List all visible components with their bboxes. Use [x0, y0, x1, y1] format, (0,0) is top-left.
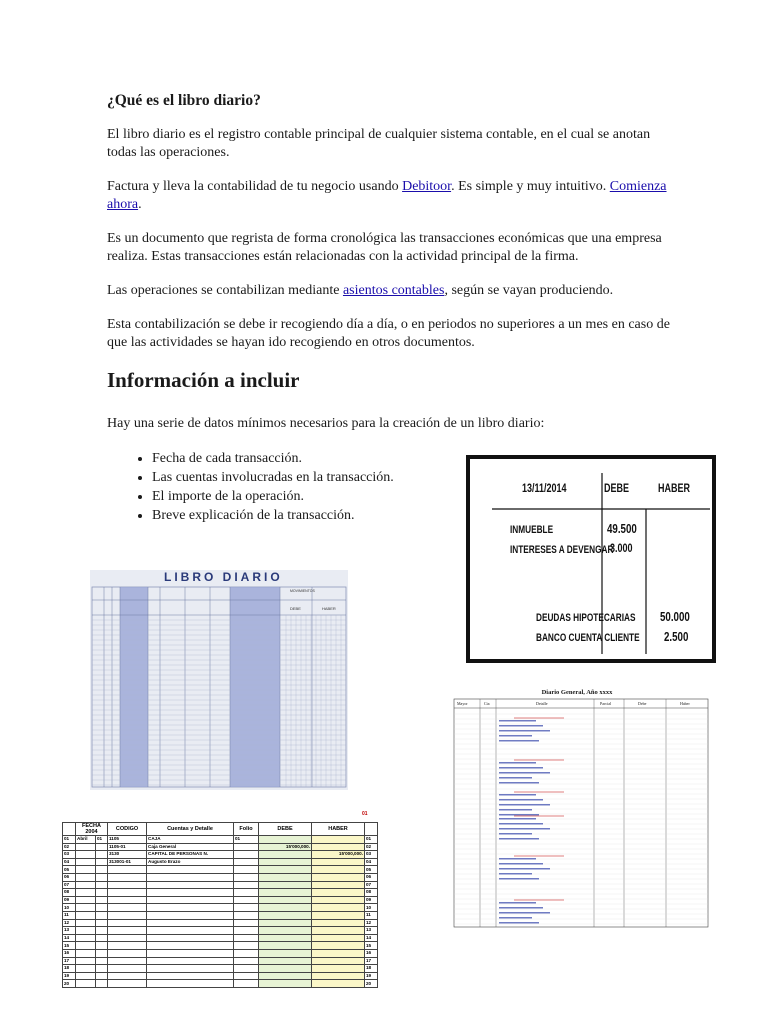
ledger-entry: [499, 730, 550, 732]
list-item: • Fecha de cada transacción.: [152, 449, 677, 468]
debitoor-link[interactable]: Debitoor: [402, 179, 452, 194]
section-heading-info: Información a incluir: [107, 368, 300, 392]
t-account-row3-label: DEUDAS HIPOTECARIAS: [536, 612, 636, 624]
sheet-page-number: 01: [362, 811, 368, 817]
t-account-date: 13/11/2014: [522, 481, 567, 495]
table-row: 02 1105-01 Caja General 15'000,000. 02: [63, 843, 378, 851]
paragraph-document: Es un documento que regrista de forma cronológica las transacciones económicas que una empresa realiza. Estas transacciones están relacionadas con la actividad principal de la firma.: [107, 231, 662, 264]
ledger-entry: [499, 838, 539, 840]
paragraph-definition: El libro diario es el registro contable principal de cualquier sistema contable, en el cual se anotan todas las operaciones.: [107, 127, 651, 160]
ledger-entry: [499, 720, 536, 722]
ledger-entry: [499, 828, 550, 830]
sheet-col-cuentas: Cuentas y Detalle: [147, 823, 234, 836]
paragraph-data-intro: Hay una serie de datos mínimos necesarios para la creación de un libro diario:: [107, 416, 545, 431]
paragraph-operations: Las operaciones se contabilizan mediante asientos contables, según se vayan produciendo.: [107, 283, 614, 298]
ledger-entry: [499, 809, 532, 811]
ledger-entry: [499, 777, 532, 779]
diario-general-col-parcial: Parcial: [600, 701, 612, 706]
ledger-entry: [499, 799, 543, 801]
table-row: 08 08: [63, 889, 378, 897]
paragraph-daily: Esta contabilización se debe ir recogiendo día a día, o en periodos no superiores a un mes en caso de que las actividades se hayan ido recogiendo en otros documentos.: [107, 317, 670, 350]
libro-diario-col-haber: HABER: [322, 606, 336, 611]
diario-general-col-detalle: Detalle: [536, 701, 548, 706]
table-row: 19 19: [63, 972, 378, 980]
libro-diario-col-movimientos: MOVIMIENTOS: [290, 589, 315, 593]
sheet-col-haber: HABER: [312, 823, 365, 836]
diario-general-grid: [444, 688, 710, 928]
ledger-entry: [499, 740, 539, 742]
table-row: 11 11: [63, 911, 378, 919]
table-row: 07 07: [63, 881, 378, 889]
t-account-row1-value: 49.500: [607, 521, 637, 536]
ledger-entry: [499, 794, 536, 796]
ledger-entry: [499, 833, 532, 835]
sheet-col-fecha: FECHA 2004: [76, 823, 108, 836]
list-item: • Breve explicación de la transacción.: [152, 506, 677, 525]
table-row: 18 18: [63, 965, 378, 973]
ledger-entry: [499, 922, 539, 924]
t-account-debe: DEBE: [604, 481, 630, 495]
table-row: 09 09: [63, 896, 378, 904]
ledger-entry: [499, 873, 532, 875]
table-row: 16 16: [63, 949, 378, 957]
t-account-haber: HABER: [658, 481, 691, 495]
diario-general-col-cta: Cta: [484, 701, 490, 706]
t-account-row3-value: 50.000: [660, 609, 690, 624]
diario-general-col-mayor: Mayor: [457, 701, 468, 706]
t-account-row4-label: BANCO CUENTA CLIENTE: [536, 632, 640, 644]
t-account-image: [466, 455, 716, 663]
ledger-entry: [499, 823, 543, 825]
t-account-row2-label: INTERESES A DEVENGAR: [510, 544, 614, 556]
diario-general-title: Diario General, Año xxxx: [541, 689, 613, 696]
diario-general-image: [444, 688, 710, 928]
t-account-row4-value: 2.500: [664, 629, 689, 644]
table-row: 20 20: [63, 980, 378, 988]
section-heading: ¿Qué es el libro diario?: [107, 92, 261, 109]
ledger-entry: [499, 878, 539, 880]
diario-general-col-debe: Debe: [638, 701, 647, 706]
ledger-entry: [499, 863, 543, 865]
list-item: • Las cuentas involucradas en la transacción.: [152, 468, 677, 487]
diario-general-col-haber: Haber: [680, 701, 690, 706]
libro-diario-form-grid: [90, 570, 348, 790]
ledger-entry: [499, 762, 536, 764]
table-row: 01 Abril 01 1105 CAJA 01 01: [63, 836, 378, 844]
t-account-row1-label: INMUEBLE: [510, 524, 554, 536]
table-row: 03 3130 CAPITAL DE PERSONAS N. 15'000,000. 03: [63, 851, 378, 859]
spreadsheet-journal-image: [62, 805, 378, 1024]
table-row: 05 05: [63, 866, 378, 874]
ledger-entry: [499, 818, 536, 820]
table-row: 15 15: [63, 942, 378, 950]
libro-diario-col-debe: DEBE: [290, 606, 301, 611]
sheet-col-codigo: CODIGO: [108, 823, 147, 836]
ledger-entry: [499, 772, 550, 774]
libro-diario-form-image: [90, 570, 348, 790]
table-row: 06 06: [63, 873, 378, 881]
asientos-contables-link[interactable]: asientos contables: [342, 283, 445, 298]
paragraph-promo: Factura y lleva la contabilidad de tu negocio usando Debitoor. Es simple y muy intuitivo. Comienza ahora.: [107, 179, 667, 212]
ledger-entry: [499, 782, 539, 784]
sheet-header-row: [63, 823, 378, 836]
table-row: 13 13: [63, 927, 378, 935]
ledger-entry: [499, 767, 543, 769]
table-row: 14 14: [63, 934, 378, 942]
ledger-entry: [499, 804, 550, 806]
sheet-table: [62, 822, 378, 988]
t-account-row2-value: 3.000: [610, 541, 633, 555]
table-row: 17 17: [63, 957, 378, 965]
ledger-entry: [499, 814, 539, 816]
ledger-entry: [499, 735, 532, 737]
ledger-entry: [499, 917, 532, 919]
comienza-ahora-link[interactable]: Comienza ahora: [107, 179, 667, 212]
ledger-entry: [499, 907, 543, 909]
ledger-entry: [499, 868, 550, 870]
table-row: 10 10: [63, 904, 378, 912]
sheet-col-folio: Folio: [234, 823, 259, 836]
ledger-entry: [499, 858, 536, 860]
ledger-entry: [499, 902, 536, 904]
ledger-entry: [499, 725, 543, 727]
ledger-entry: [499, 912, 550, 914]
libro-diario-form-title: LIBRO DIARIO: [164, 570, 283, 584]
table-row: 12 12: [63, 919, 378, 927]
sheet-col-debe: DEBE: [259, 823, 312, 836]
table-row: 04 313001-01 Augusto Erazo 04: [63, 858, 378, 866]
list-item: • El importe de la operación.: [152, 487, 677, 506]
